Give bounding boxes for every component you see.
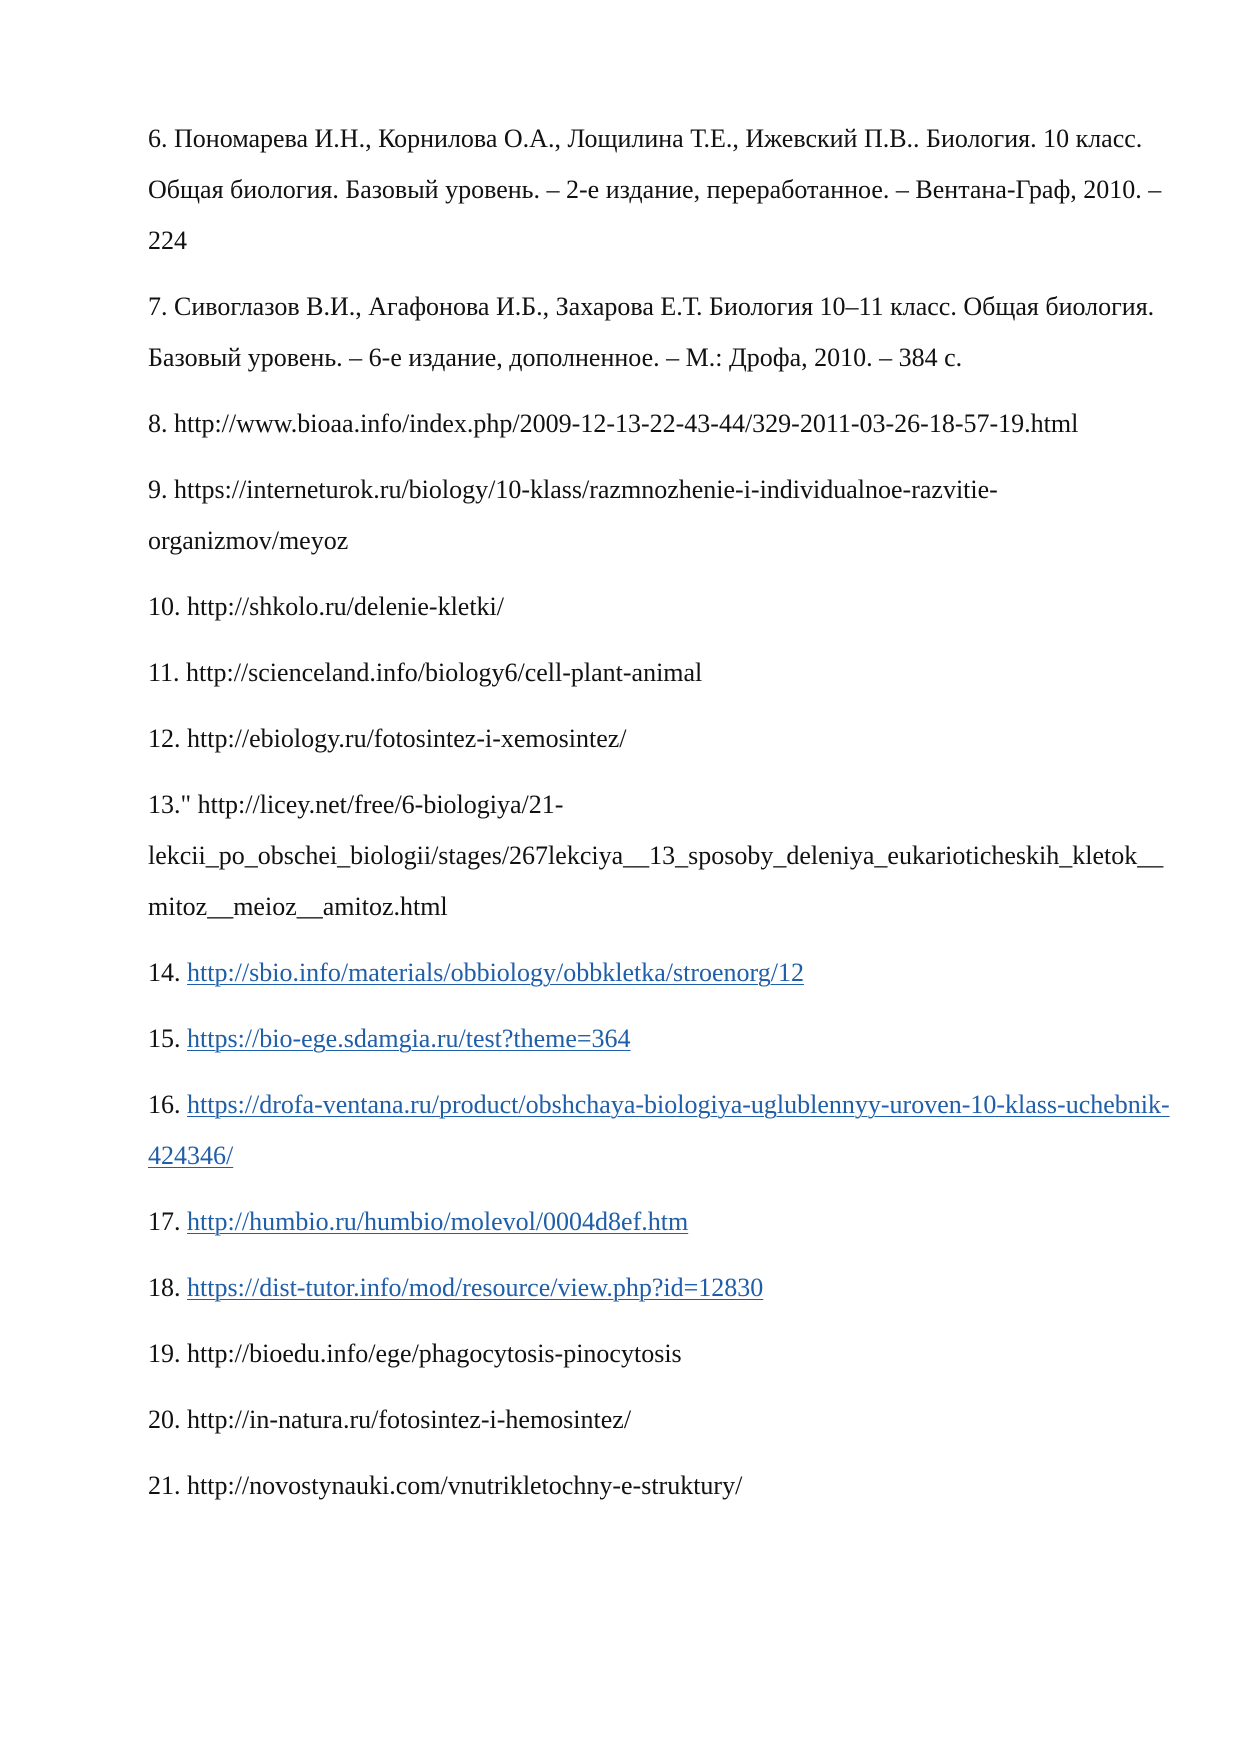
- reference-text: 20. http://in-natura.ru/fotosintez-i-hemosintez/: [148, 1405, 632, 1434]
- reference-item-20: [148, 1394, 1178, 1445]
- reference-number: 15.: [148, 1024, 187, 1053]
- reference-text: 21. http://novostynauki.com/vnutrikletochny-e-struktury/: [148, 1471, 743, 1500]
- reference-item-13: [148, 779, 1178, 932]
- reference-text: 11. http://scienceland.info/biology6/cell-plant-animal: [148, 658, 703, 687]
- reference-item-21: [148, 1460, 1178, 1511]
- reference-item-12: [148, 713, 1178, 764]
- reference-text: 7. Сивоглазов В.И., Агафонова И.Б., Захарова Е.Т. Биология 10–11 класс. Общая биология. Базовый уровень. – 6-е издание, дополненное. – М.: Дрофа, 2010. – 384 с.: [148, 292, 1155, 372]
- reference-number: 17.: [148, 1207, 187, 1236]
- reference-item-9: [148, 464, 1178, 566]
- reference-text: 13." http://licey.net/free/6-biologiya/21-lekcii_po_obschei_biologii/stages/267lekciya__13_sposoby_deleniya_eukarioticheskih_kletok__mitoz__meioz__amitoz.html: [148, 790, 1164, 921]
- reference-list: [148, 113, 1178, 1526]
- reference-number: 14.: [148, 958, 187, 987]
- reference-item-16: [148, 1079, 1178, 1181]
- reference-number: 16.: [148, 1090, 187, 1119]
- reference-link[interactable]: http://humbio.ru/humbio/molevol/0004d8ef.htm: [187, 1207, 689, 1236]
- reference-item-7: [148, 281, 1178, 383]
- reference-text: 19. http://bioedu.info/ege/phagocytosis-pinocytosis: [148, 1339, 682, 1368]
- reference-item-14: [148, 947, 1178, 998]
- reference-link[interactable]: https://bio-ege.sdamgia.ru/test?theme=364: [187, 1024, 631, 1053]
- reference-link[interactable]: http://sbio.info/materials/obbiology/obbkletka/stroenorg/12: [187, 958, 804, 987]
- reference-item-10: [148, 581, 1178, 632]
- reference-text: 9. https://interneturok.ru/biology/10-klass/razmnozhenie-i-individualnoe-razvitie-organizmov/meyoz: [148, 475, 998, 555]
- reference-text: 10. http://shkolo.ru/delenie-kletki/: [148, 592, 505, 621]
- reference-item-19: [148, 1328, 1178, 1379]
- reference-item-17: [148, 1196, 1178, 1247]
- reference-item-15: [148, 1013, 1178, 1064]
- reference-item-11: [148, 647, 1178, 698]
- reference-link[interactable]: https://dist-tutor.info/mod/resource/view.php?id=12830: [187, 1273, 764, 1302]
- reference-text: 8. http://www.bioaa.info/index.php/2009-12-13-22-43-44/329-2011-03-26-18-57-19.html: [148, 409, 1079, 438]
- reference-number: 18.: [148, 1273, 187, 1302]
- reference-item-8: [148, 398, 1178, 449]
- reference-link[interactable]: https://drofa-ventana.ru/product/obshchaya-biologiya-uglublennyy-uroven-10-klass-uchebnik-424346/: [148, 1090, 1170, 1170]
- reference-text: 6. Пономарева И.Н., Корнилова О.А., Лощилина Т.Е., Ижевский П.В.. Биология. 10 класс. Общая биология. Базовый уровень. – 2-е издание, переработанное. – Вентана-Граф, 2010. – 224: [148, 124, 1162, 255]
- reference-item-18: [148, 1262, 1178, 1313]
- reference-text: 12. http://ebiology.ru/fotosintez-i-xemosintez/: [148, 724, 627, 753]
- reference-item-6: [148, 113, 1178, 266]
